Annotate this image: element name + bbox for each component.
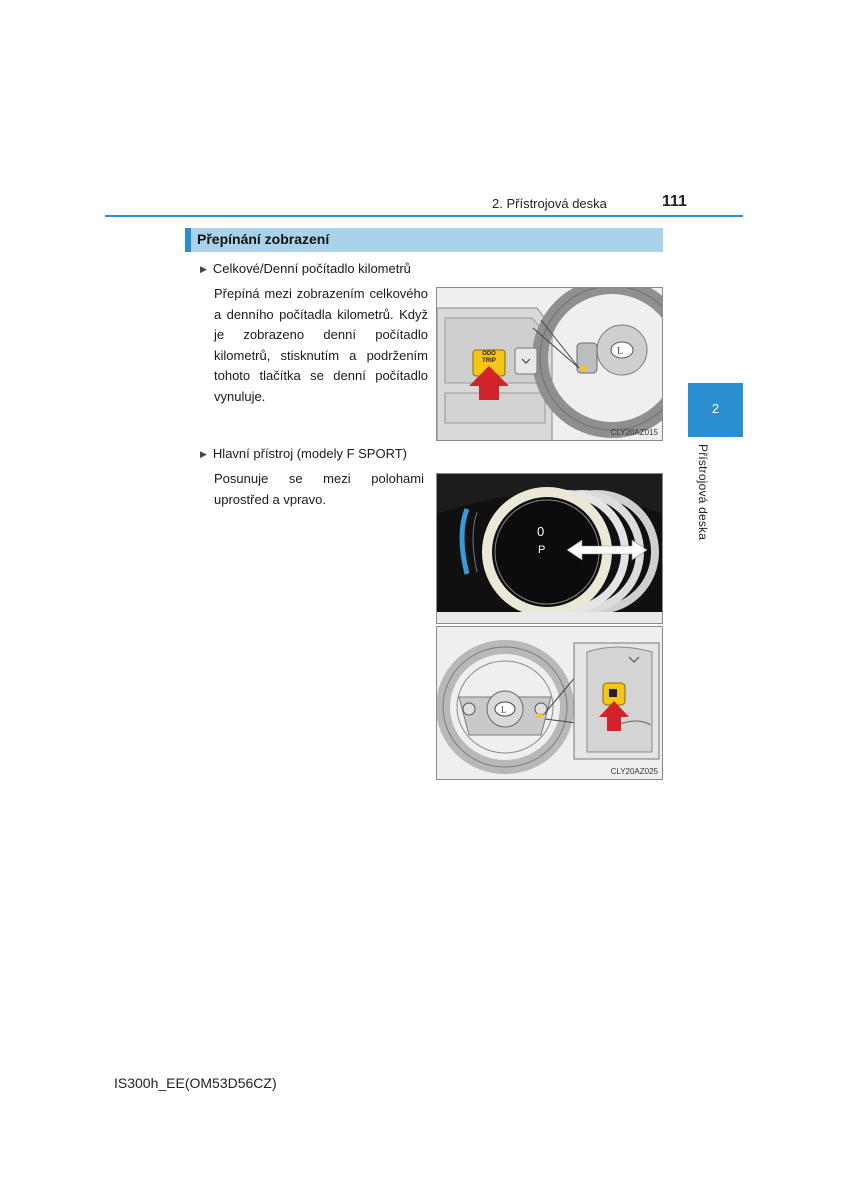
section-title: Přepínání zobrazení bbox=[185, 228, 663, 252]
item-1-body: Přepíná mezi zobrazením celkového a denního počítadla kilometrů. Když je zobrazeno denní počítadlo kilometrů, stisknutím a podržením tohoto tlačítka se denní počítadlo vynuluje. bbox=[214, 286, 428, 404]
item-1-title: ▶ Celkové/Denní počítadlo kilometrů bbox=[200, 261, 411, 276]
figure-1-code: CLY20AZ015 bbox=[610, 428, 658, 437]
gauge-value: 0 bbox=[537, 524, 545, 539]
item-2-title: ▶ Hlavní přístroj (modely F SPORT) bbox=[200, 446, 408, 461]
figure-2-code: CLY20AZ025 bbox=[610, 767, 658, 776]
odo-trip-button-label: ODO TRIP bbox=[482, 351, 496, 364]
svg-text:L: L bbox=[501, 705, 507, 715]
running-header-section: 2. Přístrojová deska bbox=[492, 196, 607, 211]
chapter-tab bbox=[688, 383, 743, 437]
gear-indicator: P bbox=[538, 544, 546, 556]
svg-text:L: L bbox=[617, 346, 624, 357]
figure-main-gauge bbox=[436, 473, 663, 624]
bullet-triangle-icon: ▶ bbox=[200, 264, 207, 274]
item-2-body: Posunuje se mezi polohami uprostřed a vpravo. bbox=[214, 471, 424, 507]
bullet-triangle-icon: ▶ bbox=[200, 449, 207, 459]
chapter-number: 2 bbox=[711, 401, 720, 416]
figure-odo-trip-button bbox=[436, 287, 663, 441]
chapter-label: Přístrojová deska bbox=[696, 444, 710, 541]
page-number: 111 bbox=[662, 193, 687, 210]
footer-model-code: IS300h_EE(OM53D56CZ) bbox=[114, 1075, 277, 1091]
figure-steering-switch bbox=[436, 626, 663, 780]
header-rule bbox=[105, 215, 743, 217]
